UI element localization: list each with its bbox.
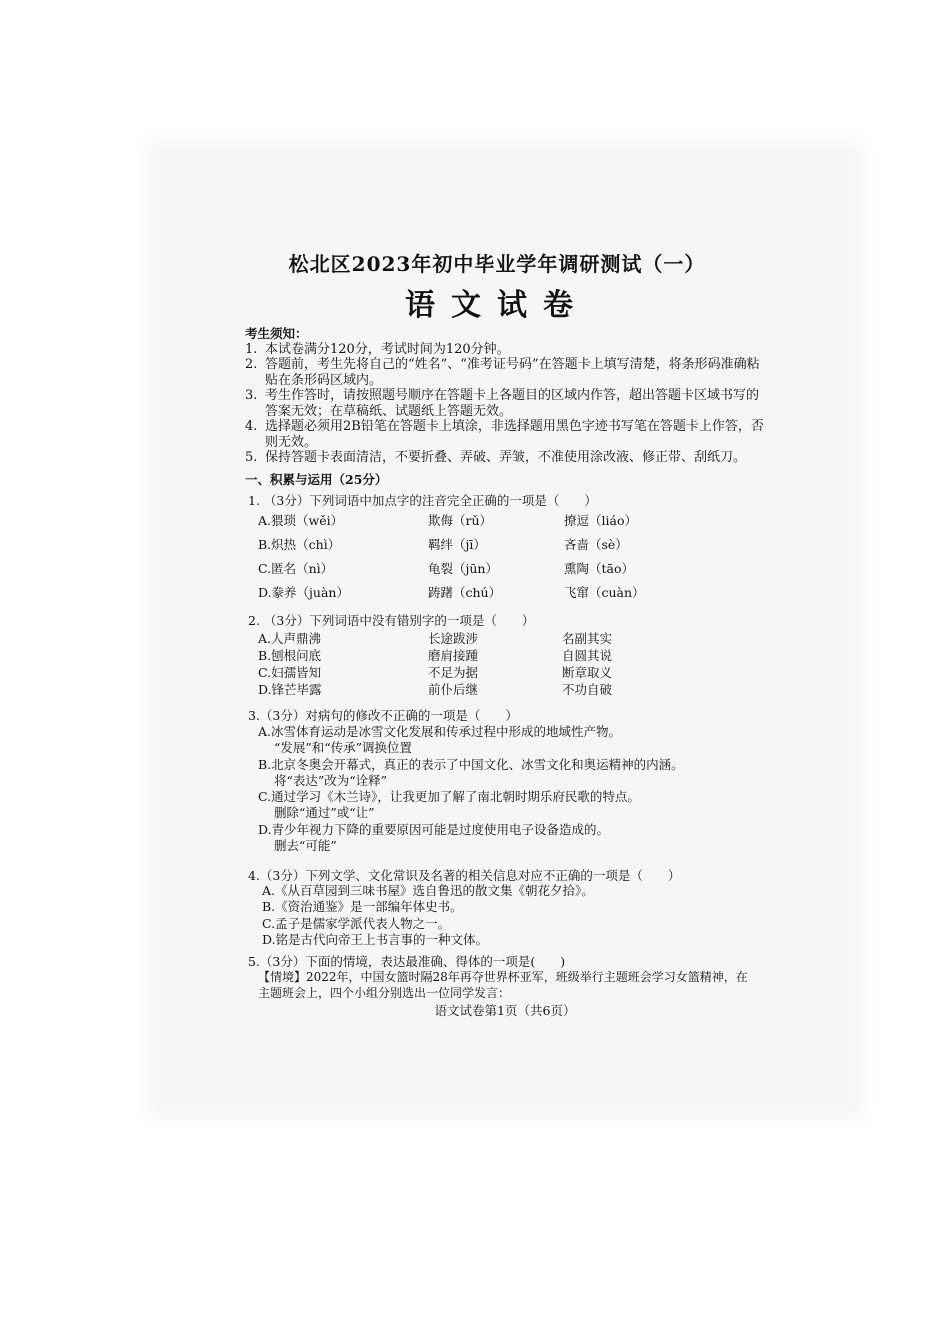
option-cell: 磨肩接踵 [428,648,479,663]
notice-item-text: 本试卷满分120分，考试时间为120分钟。 [265,341,510,357]
option-cell: 飞窜（cuàn） [564,585,645,600]
option-line: “发展”和“传承”调换位置 [274,740,413,756]
notice-item-text: 保持答题卡表面清洁，不要折叠、弄破、弄皱，不准使用涂改液、修正带、刮纸刀。 [265,450,747,465]
option-cell: D.豢养（juàn） [258,585,349,600]
question-4-stem: 4.（3分）下列文学、文化常识及名著的相关信息对应不正确的一项是（ ） [248,868,681,883]
notice-heading: 考生须知： [245,326,308,341]
option-cell: A.人声鼎沸 [258,631,322,646]
exam-notice [245,326,765,466]
option-cell: 自圆其说 [562,648,613,663]
option-line: 将“表达”改为“诠释” [274,772,388,788]
question-5-stem: 5.（3分）下面的情境，表达最准确、得体的一项是( ) [248,954,566,969]
question-2-stem: 2. （3分）下列词语中没有错别字的一项是（ ） [248,613,535,628]
notice-item [245,357,765,388]
option-cell: 前仆后继 [428,682,479,697]
page-footer: 语文试卷第1页（共6页） [434,1003,576,1018]
notice-item-text: 答题前，考生先将自己的“姓名”、“准考证号码”在答题卡上填写清楚，将条形码准确粘贴在条形码区域内。 [265,357,760,388]
question-3-stem: 3.（3分）对病句的修改不正确的一项是（ ） [248,708,518,723]
question-1-stem: 1. （3分）下列词语中加点字的注音完全正确的一项是（ ） [248,493,597,508]
section-heading: 一、积累与运用（25分） [245,472,388,487]
option-cell: B.刨根问底 [258,648,322,663]
notice-item-number: 4. [245,419,258,434]
option-cell: 断章取义 [562,665,613,680]
notice-item [245,342,765,358]
option-line: D.铭是古代向帝王上书言事的一种文体。 [262,931,489,947]
option-cell: 熏陶（tāo） [564,561,635,576]
exam-subtitle: 语文试卷 [405,288,589,323]
option-cell: 欺侮（rǔ） [428,513,493,528]
option-cell: 名副其实 [562,631,613,646]
option-line: B.北京冬奥会开幕式，真正的表示了中国文化、冰雪文化和奥运精神的内涵。 [258,756,684,772]
option-cell: 吝啬（sè） [564,537,628,552]
option-cell: 羁绊（jī） [428,537,486,552]
option-cell: C.匿名（nì） [258,561,334,576]
notice-item-number: 2. [245,357,258,372]
notice-item [245,419,765,450]
question-3-options [258,724,684,854]
notice-item-text: 选择题必须用2B铅笔在答题卡上填涂，非选择题用黑色字迹书写笔在答题卡上作答，否则无效。 [265,419,764,450]
option-line: A.《从百草园到三味书屋》选自鲁迅的散文集《朝花夕拾》。 [262,883,594,898]
notice-item [245,450,765,466]
notice-item-number: 5. [245,450,258,465]
option-line: B.《资治通鉴》是一部编年体史书。 [262,899,463,915]
option-line: A.冰雪体育运动是冰雪文化发展和传承过程中形成的地域性产物。 [258,724,622,739]
notice-item [245,388,765,419]
option-line: C.通过学习《木兰诗》，让我更加了解了南北朝时期乐府民歌的特点。 [258,789,640,805]
option-line: 删去“可能” [274,838,337,854]
option-line: 删除“通过”或“让” [274,805,375,821]
notice-item-number: 3. [245,388,258,403]
option-cell: D.锋芒毕露 [258,682,322,697]
option-line: C.孟子是儒家学派代表人物之一。 [262,915,451,931]
option-cell: 撩逗（liáo） [564,513,637,528]
option-cell: B.炽热（chì） [258,537,341,552]
option-cell: 踌躇（chú） [428,585,502,600]
exam-title: 松北区2023年初中毕业学年调研测试（一） [288,252,706,276]
notice-item-text: 考生作答时，请按照题号顺序在答题卡上各题目的区域内作答，超出答题卡区域书写的答案无效；在草稿纸、试题纸上答题无效。 [265,388,760,419]
option-cell: 长途跋涉 [428,631,479,646]
option-cell: A.猥琐（wěi） [258,513,344,528]
notice-item-number: 1. [245,341,258,357]
option-cell: 不足为据 [428,665,479,680]
option-cell: 不功自破 [562,682,613,697]
question-5-context: 【情境】2022年，中国女篮时隔28年再夺世界杯亚军，班级举行主题班会学习女篮精神，在主题班会上，四个小组分别选出一位同学发言： [258,970,748,1000]
option-cell: 龟裂（jūn） [428,561,498,576]
question-4-options [262,883,594,948]
option-cell: C.妇孺皆知 [258,665,322,680]
option-line: D.青少年视力下降的重要原因可能是过度使用电子设备造成的。 [258,821,610,837]
